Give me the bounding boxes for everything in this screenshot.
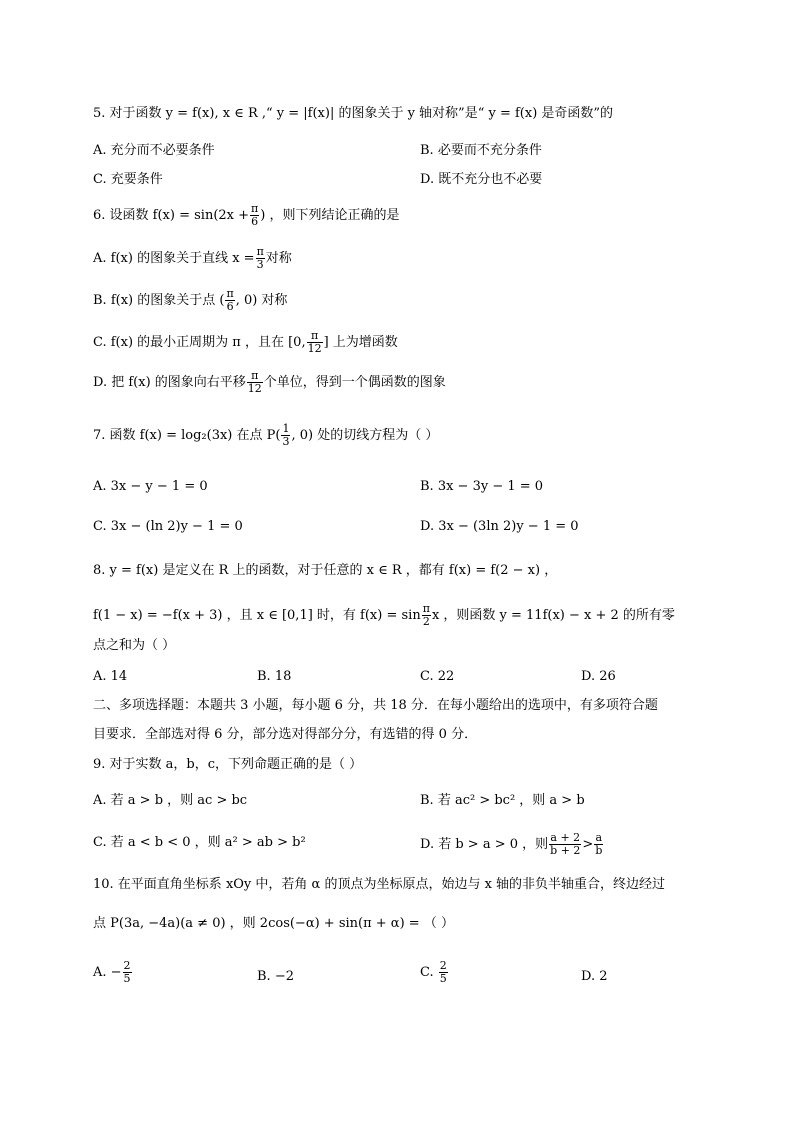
q9-option-c: C. 若 a < b < 0 ，则 a² > ab > b² — [93, 835, 306, 850]
q5-option-c: C. 充要条件 — [93, 172, 163, 187]
q7-option-a: A. 3x − y − 1 = 0 — [93, 479, 208, 494]
q7-option-c: C. 3x − (ln 2)y − 1 = 0 — [93, 519, 243, 534]
q8-stem-line2: f(1 − x) = −f(x + 3) ，且 x ∈ [0,1] 时，有 f(x) = sin $\frac{\pi}{2}$ x ，则函数 y = 11f(x) − x + 2 的所有零 — [93, 602, 675, 628]
q6-option-b: B. f(x) 的图象关于点 ( $\frac{\pi}{6}$ , 0) 对称 — [93, 287, 288, 313]
q9-option-b: B. 若 ac² > bc² ，则 a > b — [420, 793, 585, 808]
q8-stem-line1: 8. y = f(x) 是定义在 R 上的函数，对于任意的 x ∈ R ，都有 f(x) = f(2 − x) ， — [93, 563, 558, 578]
fraction: $\frac{\pi}{12}$ — [307, 329, 322, 355]
fraction: $\frac{1}{3}$ — [282, 422, 290, 448]
fraction: $\frac{2}{5}$ — [439, 959, 447, 985]
q5-option-a: A. 充分而不必要条件 — [93, 143, 215, 158]
section2-instructions-line1: 二、多项选择题：本题共 3 小题，每小题 6 分，共 18 分．在每小题给出的选项中，有多项符合题 — [93, 698, 658, 713]
fraction: $\frac{\pi}{2}$ — [422, 602, 430, 628]
q8-option-b: B. 18 — [257, 669, 292, 684]
fraction: $\frac{a}{b}$ — [595, 831, 603, 857]
q7-option-b: B. 3x − 3y − 1 = 0 — [420, 479, 544, 494]
q5-option-d: D. 既不充分也不必要 — [420, 172, 543, 187]
q10-option-c: C. $\frac{2}{5}$ — [420, 959, 447, 985]
q10-option-a: A. − $\frac{2}{5}$ — [93, 959, 131, 985]
q7-option-d: D. 3x − (3ln 2)y − 1 = 0 — [420, 519, 579, 534]
q9-option-d: D. 若 b > a > 0 ，则 $\frac{a + 2}{b + 2}$ > $\frac{a}{b}$ — [420, 831, 603, 857]
q10-option-d: D. 2 — [581, 969, 608, 984]
q6-stem: 6. 设函数 f(x) = sin(2x + $\frac{\pi}{6}$ ) ，则下列结论正确的是 — [93, 202, 400, 228]
q8-option-c: C. 22 — [420, 669, 455, 684]
q8-option-a: A. 14 — [93, 669, 128, 684]
q6-option-d: D. 把 f(x) 的图象向右平移 $\frac{\pi}{12}$ 个单位，得到一个偶函数的图象 — [93, 369, 446, 395]
fraction: $\frac{2}{5}$ — [123, 959, 131, 985]
fraction: $\frac{\pi}{3}$ — [256, 245, 264, 271]
fraction: $\frac{\pi}{6}$ — [226, 287, 234, 313]
fraction: $\frac{a + 2}{b + 2}$ — [550, 831, 581, 857]
q9-option-a: A. 若 a > b ，则 ac > bc — [93, 793, 248, 808]
q9-stem: 9. 对于实数 a，b，c，下列命题正确的是（ ） — [93, 757, 363, 772]
q7-stem: 7. 函数 f(x) = log₂(3x) 在点 P( $\frac{1}{3}$ , 0) 处的切线方程为（ ） — [93, 422, 439, 448]
q5-option-b: B. 必要而不充分条件 — [420, 143, 542, 158]
q5-stem: 5. 对于函数 y = f(x), x ∈ R ,“ y = |f(x)| 的图象关于 y 轴对称”是“ y = f(x) 是奇函数”的 — [93, 106, 614, 121]
q10-stem-line2: 点 P(3a, −4a)(a ≠ 0) ，则 2cos(−α) + sin(π + α) = （ ） — [93, 916, 454, 931]
q8-stem-line3: 点之和为（ ） — [93, 638, 176, 653]
q10-option-b: B. −2 — [257, 969, 294, 984]
q10-stem-line1: 10. 在平面直角坐标系 xOy 中，若角 α 的顶点为坐标原点，始边与 x 轴的非负半轴重合，终边经过 — [93, 877, 666, 892]
q8-option-d: D. 26 — [581, 669, 616, 684]
fraction: $\frac{\pi}{12}$ — [247, 369, 262, 395]
section2-instructions-line2: 目要求．全部选对得 6 分，部分选对得部分分，有选错的得 0 分． — [93, 727, 478, 742]
q6-option-c: C. f(x) 的最小正周期为 π ，且在 [0, $\frac{\pi}{12}$ ] 上为增函数 — [93, 329, 398, 355]
fraction: $\frac{\pi}{6}$ — [251, 202, 259, 228]
q6-option-a: A. f(x) 的图象关于直线 x = $\frac{\pi}{3}$ 对称 — [93, 245, 292, 271]
